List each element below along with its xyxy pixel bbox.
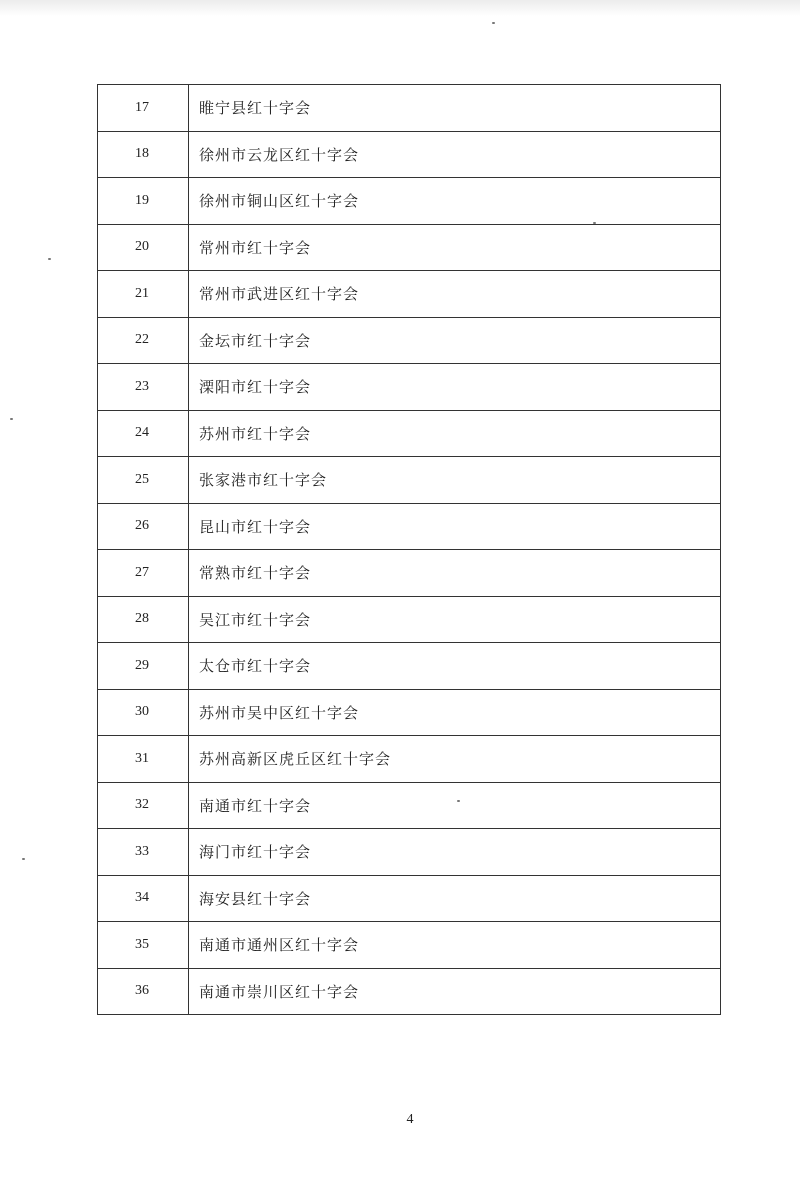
table-body xyxy=(98,85,721,1015)
row-number-cell: 31 xyxy=(98,736,189,783)
row-number-cell: 36 xyxy=(98,968,189,1015)
table-row xyxy=(98,503,721,550)
organization-name-cell: 苏州高新区虎丘区红十字会 xyxy=(189,736,721,783)
organization-name-cell: 太仓市红十字会 xyxy=(189,643,721,690)
table-row xyxy=(98,689,721,736)
organization-name-cell: 海门市红十字会 xyxy=(189,829,721,876)
scan-edge-shadow xyxy=(0,0,800,16)
row-number-cell: 25 xyxy=(98,457,189,504)
table-row xyxy=(98,643,721,690)
organization-name-cell: 苏州市吴中区红十字会 xyxy=(189,689,721,736)
row-number-cell: 22 xyxy=(98,317,189,364)
row-number-cell: 20 xyxy=(98,224,189,271)
organization-name-cell: 海安县红十字会 xyxy=(189,875,721,922)
table-row xyxy=(98,457,721,504)
table-row xyxy=(98,736,721,783)
table-row xyxy=(98,317,721,364)
row-number-cell: 27 xyxy=(98,550,189,597)
organization-name-cell: 溧阳市红十字会 xyxy=(189,364,721,411)
table-row xyxy=(98,364,721,411)
row-number-cell: 17 xyxy=(98,85,189,132)
scan-speck xyxy=(457,800,460,802)
row-number-cell: 32 xyxy=(98,782,189,829)
row-number-cell: 28 xyxy=(98,596,189,643)
row-number-cell: 26 xyxy=(98,503,189,550)
table-row xyxy=(98,829,721,876)
organization-name-cell: 常熟市红十字会 xyxy=(189,550,721,597)
row-number-cell: 29 xyxy=(98,643,189,690)
row-number-cell: 21 xyxy=(98,271,189,318)
table-row xyxy=(98,550,721,597)
row-number-cell: 18 xyxy=(98,131,189,178)
table-row xyxy=(98,224,721,271)
row-number-cell: 24 xyxy=(98,410,189,457)
table-row xyxy=(98,271,721,318)
organization-table xyxy=(97,84,721,1015)
scan-speck xyxy=(22,858,25,860)
scan-speck xyxy=(48,258,51,260)
organization-name-cell: 苏州市红十字会 xyxy=(189,410,721,457)
table-row xyxy=(98,178,721,225)
row-number-cell: 30 xyxy=(98,689,189,736)
scan-speck xyxy=(593,222,596,224)
organization-name-cell: 徐州市云龙区红十字会 xyxy=(189,131,721,178)
scan-speck xyxy=(10,418,13,420)
organization-name-cell: 常州市武进区红十字会 xyxy=(189,271,721,318)
organization-name-cell: 南通市红十字会 xyxy=(189,782,721,829)
table-row xyxy=(98,782,721,829)
organization-name-cell: 金坛市红十字会 xyxy=(189,317,721,364)
organization-name-cell: 常州市红十字会 xyxy=(189,224,721,271)
table-row xyxy=(98,875,721,922)
page-number: 4 xyxy=(406,1112,414,1127)
organization-name-cell: 南通市通州区红十字会 xyxy=(189,922,721,969)
table-row xyxy=(98,131,721,178)
table-row xyxy=(98,922,721,969)
table-row xyxy=(98,410,721,457)
table-row xyxy=(98,596,721,643)
row-number-cell: 33 xyxy=(98,829,189,876)
table-row xyxy=(98,85,721,132)
organization-name-cell: 张家港市红十字会 xyxy=(189,457,721,504)
organization-name-cell: 昆山市红十字会 xyxy=(189,503,721,550)
organization-name-cell: 吴江市红十字会 xyxy=(189,596,721,643)
scan-speck xyxy=(492,22,495,24)
organization-name-cell: 徐州市铜山区红十字会 xyxy=(189,178,721,225)
table-row xyxy=(98,968,721,1015)
row-number-cell: 19 xyxy=(98,178,189,225)
organization-name-cell: 睢宁县红十字会 xyxy=(189,85,721,132)
row-number-cell: 23 xyxy=(98,364,189,411)
row-number-cell: 35 xyxy=(98,922,189,969)
organization-name-cell: 南通市崇川区红十字会 xyxy=(189,968,721,1015)
row-number-cell: 34 xyxy=(98,875,189,922)
